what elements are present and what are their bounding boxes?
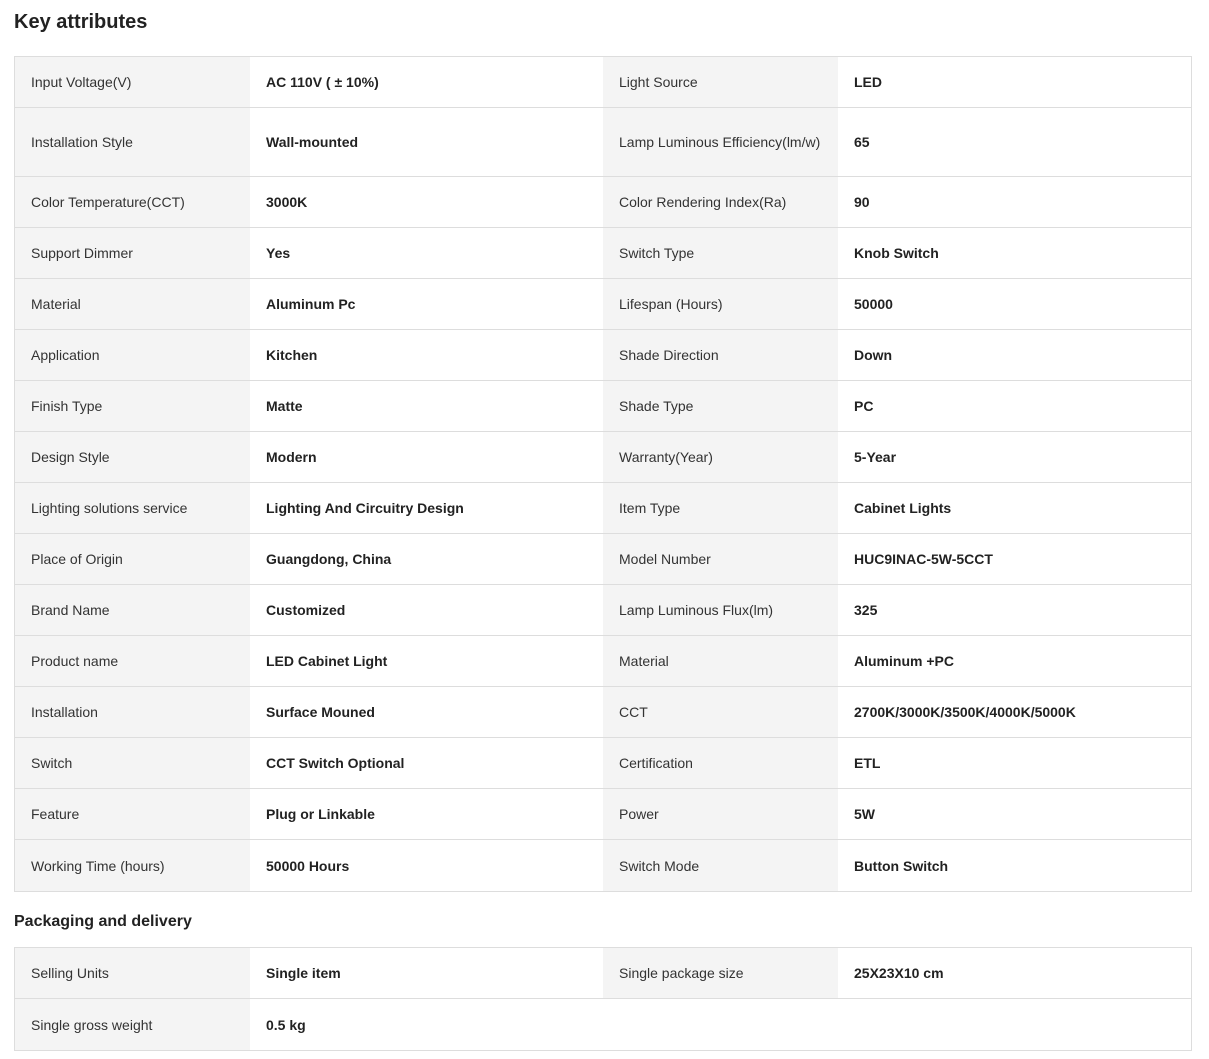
attribute-label: Lifespan (Hours) xyxy=(603,279,838,329)
key-attribute-row xyxy=(15,483,1191,534)
attribute-label: Color Temperature(CCT) xyxy=(15,177,250,227)
attribute-label: Lamp Luminous Flux(lm) xyxy=(603,585,838,635)
attribute-value: Matte xyxy=(250,381,603,431)
attribute-value: 90 xyxy=(838,177,1191,227)
attribute-value: PC xyxy=(838,381,1191,431)
attribute-label: Place of Origin xyxy=(15,534,250,584)
attribute-value: 50000 xyxy=(838,279,1191,329)
attribute-label: Light Source xyxy=(603,57,838,107)
attribute-label: Product name xyxy=(15,636,250,686)
attribute-label: Switch Type xyxy=(603,228,838,278)
attribute-label: Shade Type xyxy=(603,381,838,431)
attribute-label: Shade Direction xyxy=(603,330,838,380)
packaging-title: Packaging and delivery xyxy=(14,913,192,930)
key-attribute-row xyxy=(15,57,1191,108)
attribute-label: Material xyxy=(603,636,838,686)
key-attribute-row xyxy=(15,330,1191,381)
key-attributes-table xyxy=(14,56,1192,892)
attribute-label xyxy=(603,999,838,1050)
attribute-value: Guangdong, China xyxy=(250,534,603,584)
attribute-value: 5-Year xyxy=(838,432,1191,482)
attribute-value: Wall-mounted xyxy=(250,108,603,176)
key-attribute-row xyxy=(15,432,1191,483)
key-attribute-row xyxy=(15,738,1191,789)
attribute-value: Cabinet Lights xyxy=(838,483,1191,533)
attribute-label: Feature xyxy=(15,789,250,839)
attribute-label: Certification xyxy=(603,738,838,788)
attribute-label: Lighting solutions service xyxy=(15,483,250,533)
attribute-label: Finish Type xyxy=(15,381,250,431)
key-attribute-row xyxy=(15,177,1191,228)
attribute-label: Selling Units xyxy=(15,948,250,998)
key-attribute-row xyxy=(15,789,1191,840)
attribute-value: Customized xyxy=(250,585,603,635)
attribute-value: Surface Mouned xyxy=(250,687,603,737)
attribute-value: AC 110V ( ± 10%) xyxy=(250,57,603,107)
attribute-value: Modern xyxy=(250,432,603,482)
key-attribute-row xyxy=(15,228,1191,279)
attribute-value: Aluminum +PC xyxy=(838,636,1191,686)
attribute-label: Power xyxy=(603,789,838,839)
attribute-label: Lamp Luminous Efficiency(lm/w) xyxy=(603,108,838,176)
attribute-label: Installation Style xyxy=(15,108,250,176)
packaging-row xyxy=(15,948,1191,999)
attribute-label: Item Type xyxy=(603,483,838,533)
attribute-value: Yes xyxy=(250,228,603,278)
attribute-label: Design Style xyxy=(15,432,250,482)
attribute-label: Installation xyxy=(15,687,250,737)
packaging-row xyxy=(15,999,1191,1050)
attribute-value: 2700K/3000K/3500K/4000K/5000K xyxy=(838,687,1191,737)
key-attribute-row xyxy=(15,534,1191,585)
attribute-label: Single gross weight xyxy=(15,999,250,1050)
attribute-label: Brand Name xyxy=(15,585,250,635)
attribute-label: Model Number xyxy=(603,534,838,584)
attribute-label: Color Rendering Index(Ra) xyxy=(603,177,838,227)
attribute-value: 3000K xyxy=(250,177,603,227)
attribute-label: Switch xyxy=(15,738,250,788)
attribute-value: ETL xyxy=(838,738,1191,788)
key-attribute-row xyxy=(15,279,1191,330)
packaging-table xyxy=(14,947,1192,1051)
attribute-value: 5W xyxy=(838,789,1191,839)
attribute-value: Knob Switch xyxy=(838,228,1191,278)
attribute-label: Single package size xyxy=(603,948,838,998)
attribute-label: Switch Mode xyxy=(603,840,838,891)
key-attribute-row xyxy=(15,636,1191,687)
attribute-label: Input Voltage(V) xyxy=(15,57,250,107)
attribute-value: Plug or Linkable xyxy=(250,789,603,839)
attribute-value: Aluminum Pc xyxy=(250,279,603,329)
attribute-value: LED Cabinet Light xyxy=(250,636,603,686)
key-attribute-row xyxy=(15,381,1191,432)
attribute-value: CCT Switch Optional xyxy=(250,738,603,788)
attribute-label: CCT xyxy=(603,687,838,737)
attribute-value: 0.5 kg xyxy=(250,999,603,1050)
key-attribute-row xyxy=(15,108,1191,177)
attribute-value: Single item xyxy=(250,948,603,998)
attribute-label: Support Dimmer xyxy=(15,228,250,278)
key-attribute-row xyxy=(15,840,1191,891)
attribute-value: Lighting And Circuitry Design xyxy=(250,483,603,533)
attribute-value: 325 xyxy=(838,585,1191,635)
key-attributes-title: Key attributes xyxy=(14,11,148,33)
attribute-value: 65 xyxy=(838,108,1191,176)
attribute-label: Application xyxy=(15,330,250,380)
key-attribute-row xyxy=(15,687,1191,738)
attribute-label: Warranty(Year) xyxy=(603,432,838,482)
key-attribute-row xyxy=(15,585,1191,636)
attribute-value: Kitchen xyxy=(250,330,603,380)
attribute-value: Down xyxy=(838,330,1191,380)
attribute-value: LED xyxy=(838,57,1191,107)
attribute-value xyxy=(838,999,1191,1050)
attribute-value: Button Switch xyxy=(838,840,1191,891)
attribute-value: 50000 Hours xyxy=(250,840,603,891)
attribute-label: Working Time (hours) xyxy=(15,840,250,891)
attribute-label: Material xyxy=(15,279,250,329)
attribute-value: 25X23X10 cm xyxy=(838,948,1191,998)
attribute-value: HUC9INAC-5W-5CCT xyxy=(838,534,1191,584)
